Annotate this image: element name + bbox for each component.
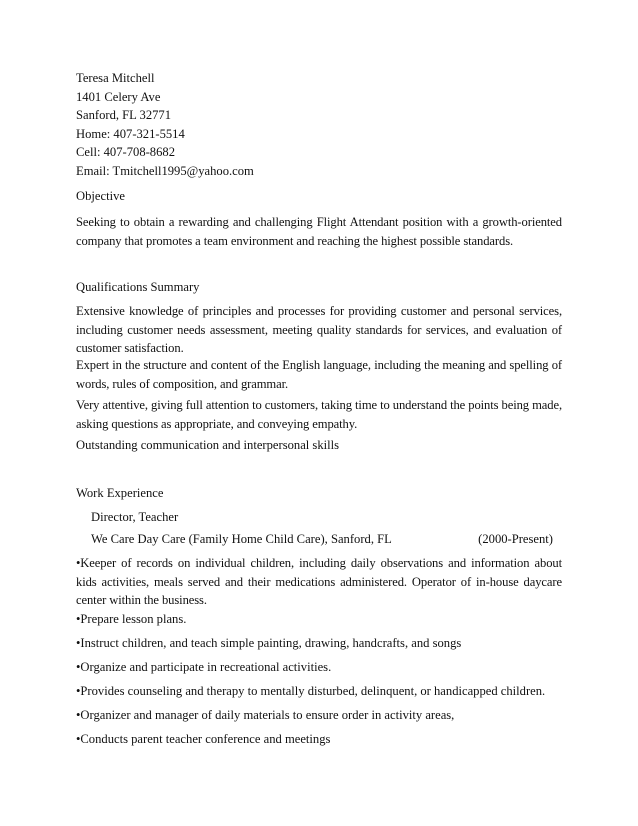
work-bullet-text: •Organize and participate in recreational activities. xyxy=(76,660,332,674)
qualification-item xyxy=(76,356,562,393)
work-bullet-text: •Provides counseling and therapy to mentally disturbed, delinquent, or handicapped children. xyxy=(76,684,546,698)
objective-body xyxy=(76,213,562,250)
work-heading: Work Experience xyxy=(76,486,164,500)
work-bullet-text: •Prepare lesson plans. xyxy=(76,612,187,626)
contact-block xyxy=(76,69,562,180)
qualification-text: Expert in the structure and content of the English language, including the meaning and spelling of words, rules of composition, and grammar. xyxy=(76,358,562,391)
qualification-text: Outstanding communication and interpersonal skills xyxy=(76,438,340,452)
contact-email: Email: Tmitchell1995@yahoo.com xyxy=(76,163,254,178)
work-bullet xyxy=(76,634,562,653)
employer-name: We Care Day Care (Family Home Child Care), Sanford, FL xyxy=(91,532,392,546)
job-title: Director, Teacher xyxy=(91,510,179,524)
qualification-text: Very attentive, giving full attention to customers, taking time to understand the points being made, asking questions as appropriate, and conveying empathy. xyxy=(76,398,562,431)
qualification-item xyxy=(76,302,562,358)
work-bullet-text: •Organizer and manager of daily materials to ensure order in activity areas, xyxy=(76,708,455,722)
work-bullet xyxy=(76,658,562,677)
work-bullet-text: •Keeper of records on individual children, including daily observations and information about kids activities, meals served and their medications administered. Operator of in-house daycare center within the business. xyxy=(76,556,562,607)
work-bullet-text: •Instruct children, and teach simple painting, drawing, handcrafts, and songs xyxy=(76,636,462,650)
qualifications-heading: Qualifications Summary xyxy=(76,280,200,294)
qualifications-section xyxy=(76,278,562,297)
employer-line xyxy=(76,530,553,549)
contact-address-line2: Sanford, FL 32771 xyxy=(76,108,172,122)
contact-home-phone: Home: 407-321-5514 xyxy=(76,126,185,141)
work-bullet xyxy=(76,682,562,701)
objective-section xyxy=(76,187,562,206)
work-section xyxy=(76,484,562,503)
work-bullet xyxy=(76,706,562,725)
contact-name: Teresa Mitchell xyxy=(76,71,155,85)
work-bullet xyxy=(76,730,562,749)
employment-dates: (2000-Present) xyxy=(478,532,553,546)
contact-cell-phone: Cell: 407-708-8682 xyxy=(76,145,175,159)
work-bullet-text: •Conducts parent teacher conference and meetings xyxy=(76,732,331,746)
qualification-text: Extensive knowledge of principles and processes for providing customer and personal services, including customer needs assessment, meeting quality standards for services, and evaluation of customer satisfaction. xyxy=(76,304,562,355)
work-bullet xyxy=(76,554,562,610)
qualification-item xyxy=(76,436,562,455)
objective-text: Seeking to obtain a rewarding and challenging Flight Attendant position with a growth-oriented company that promotes a team environment and reaching the highest possible standards. xyxy=(76,215,562,248)
employer-row xyxy=(76,530,562,549)
qualification-item xyxy=(76,396,562,433)
job-title-row xyxy=(76,508,562,527)
contact-address-line1: 1401 Celery Ave xyxy=(76,89,161,104)
work-bullet xyxy=(76,610,562,629)
objective-heading: Objective xyxy=(76,189,125,203)
